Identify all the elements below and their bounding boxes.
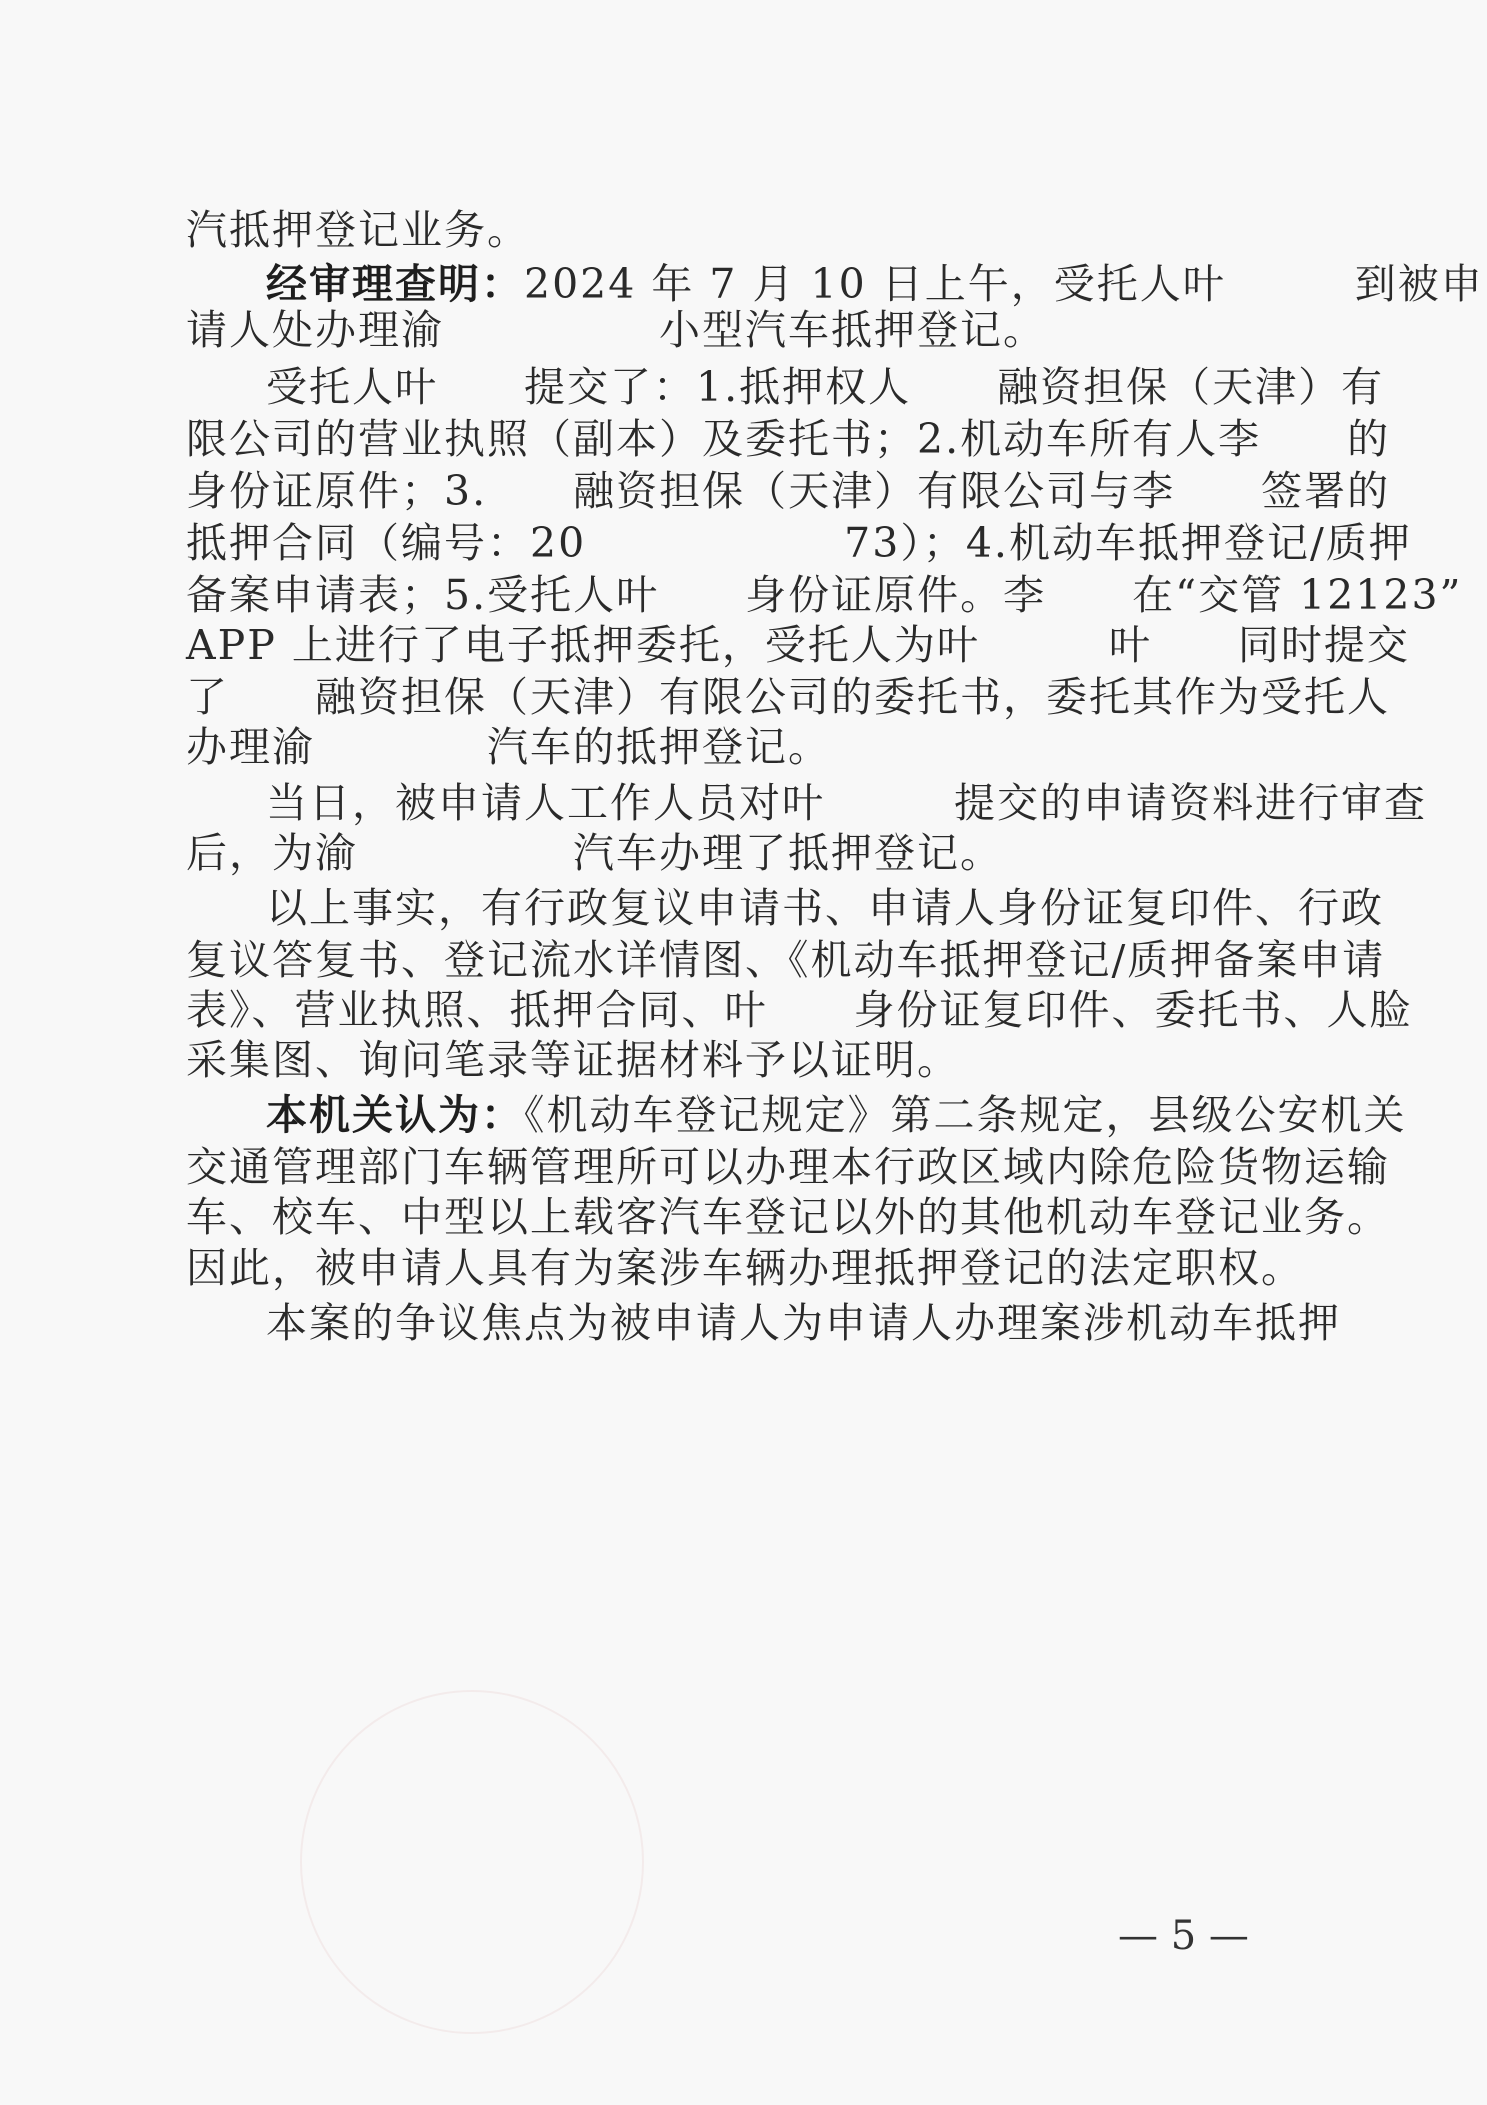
line-text: 受托人叶 提交了：1.抵押权人 融资担保（天津）有 <box>266 363 1385 411</box>
text-line <box>186 1192 1390 1242</box>
text-line <box>186 1142 1390 1192</box>
text-line <box>186 466 1391 516</box>
bold-heading-text: 经审理查明： <box>266 260 524 308</box>
line-text: 复议答复书、登记流水详情图、《机动车抵押登记/质押备案申请 <box>186 936 1386 984</box>
line-text: 本案的争议焦点为被申请人为申请人办理案涉机动车抵押 <box>266 1299 1341 1347</box>
text-line <box>266 1090 1407 1140</box>
text-line <box>186 672 1390 722</box>
text-line <box>186 985 1413 1035</box>
text-line <box>186 722 1286 772</box>
line-text: 因此，被申请人具有为案涉车辆办理抵押登记的法定职权。 <box>186 1244 1304 1292</box>
text-line <box>266 259 1484 309</box>
text-line <box>186 305 1286 355</box>
text-line <box>186 414 1391 464</box>
line-text: 当日，被申请人工作人员对叶 提交的申请资料进行审查 <box>266 779 1427 827</box>
line-text: 抵押合同（编号：20 73）；4.机动车抵押登记/质押 <box>186 519 1412 567</box>
line-text: 后，为渝 汽车办理了抵押登记。 <box>186 829 1003 877</box>
line-text: 采集图、询问笔录等证据材料予以证明。 <box>186 1036 960 1084</box>
line-text: 限公司的营业执照（副本）及委托书；2.机动车所有人李 的 <box>186 415 1391 463</box>
line-text: 交通管理部门车辆管理所可以办理本行政区域内除危险货物运输 <box>186 1143 1390 1191</box>
bold-heading-text: 本机关认为： <box>266 1091 524 1139</box>
text-line <box>186 1035 1286 1085</box>
line-text: 汽抵押登记业务。 <box>186 206 530 254</box>
line-text: 备案申请表；5.受托人叶 身份证原件。李 在“交管 12123” <box>186 571 1463 619</box>
line-text: 车、校车、中型以上载客汽车登记以外的其他机动车登记业务。 <box>186 1193 1390 1241</box>
text-line <box>186 518 1412 568</box>
faint-seal-trace <box>300 1690 644 2034</box>
line-text: APP 上进行了电子抵押委托，受托人为叶 叶 同时提交 <box>186 621 1410 669</box>
page-number: — 5 — <box>1118 1913 1249 1959</box>
line-text: 2024 年 7 月 10 日上午，受托人叶 到被申 <box>524 260 1484 308</box>
text-line <box>266 1298 1366 1348</box>
text-line <box>266 883 1384 933</box>
line-text: 《机动车登记规定》第二条规定，县级公安机关 <box>524 1091 1407 1139</box>
text-line <box>266 362 1385 412</box>
line-text: 表》、营业执照、抵押合同、叶 身份证复印件、委托书、人脸 <box>186 986 1413 1034</box>
line-text: 了 融资担保（天津）有限公司的委托书，委托其作为受托人 <box>186 673 1390 721</box>
text-line <box>266 778 1427 828</box>
text-line <box>186 828 1286 878</box>
text-line <box>186 570 1463 620</box>
line-text: 请人处办理渝 小型汽车抵押登记。 <box>186 306 1046 354</box>
text-line <box>186 620 1410 670</box>
line-text: 以上事实，有行政复议申请书、申请人身份证复印件、行政 <box>266 884 1384 932</box>
text-line <box>186 1243 1304 1293</box>
text-line <box>186 935 1386 985</box>
line-text: 办理渝 汽车的抵押登记。 <box>186 723 831 771</box>
line-text: 身份证原件；3. 融资担保（天津）有限公司与李 签署的 <box>186 467 1391 515</box>
text-line <box>186 205 1286 255</box>
